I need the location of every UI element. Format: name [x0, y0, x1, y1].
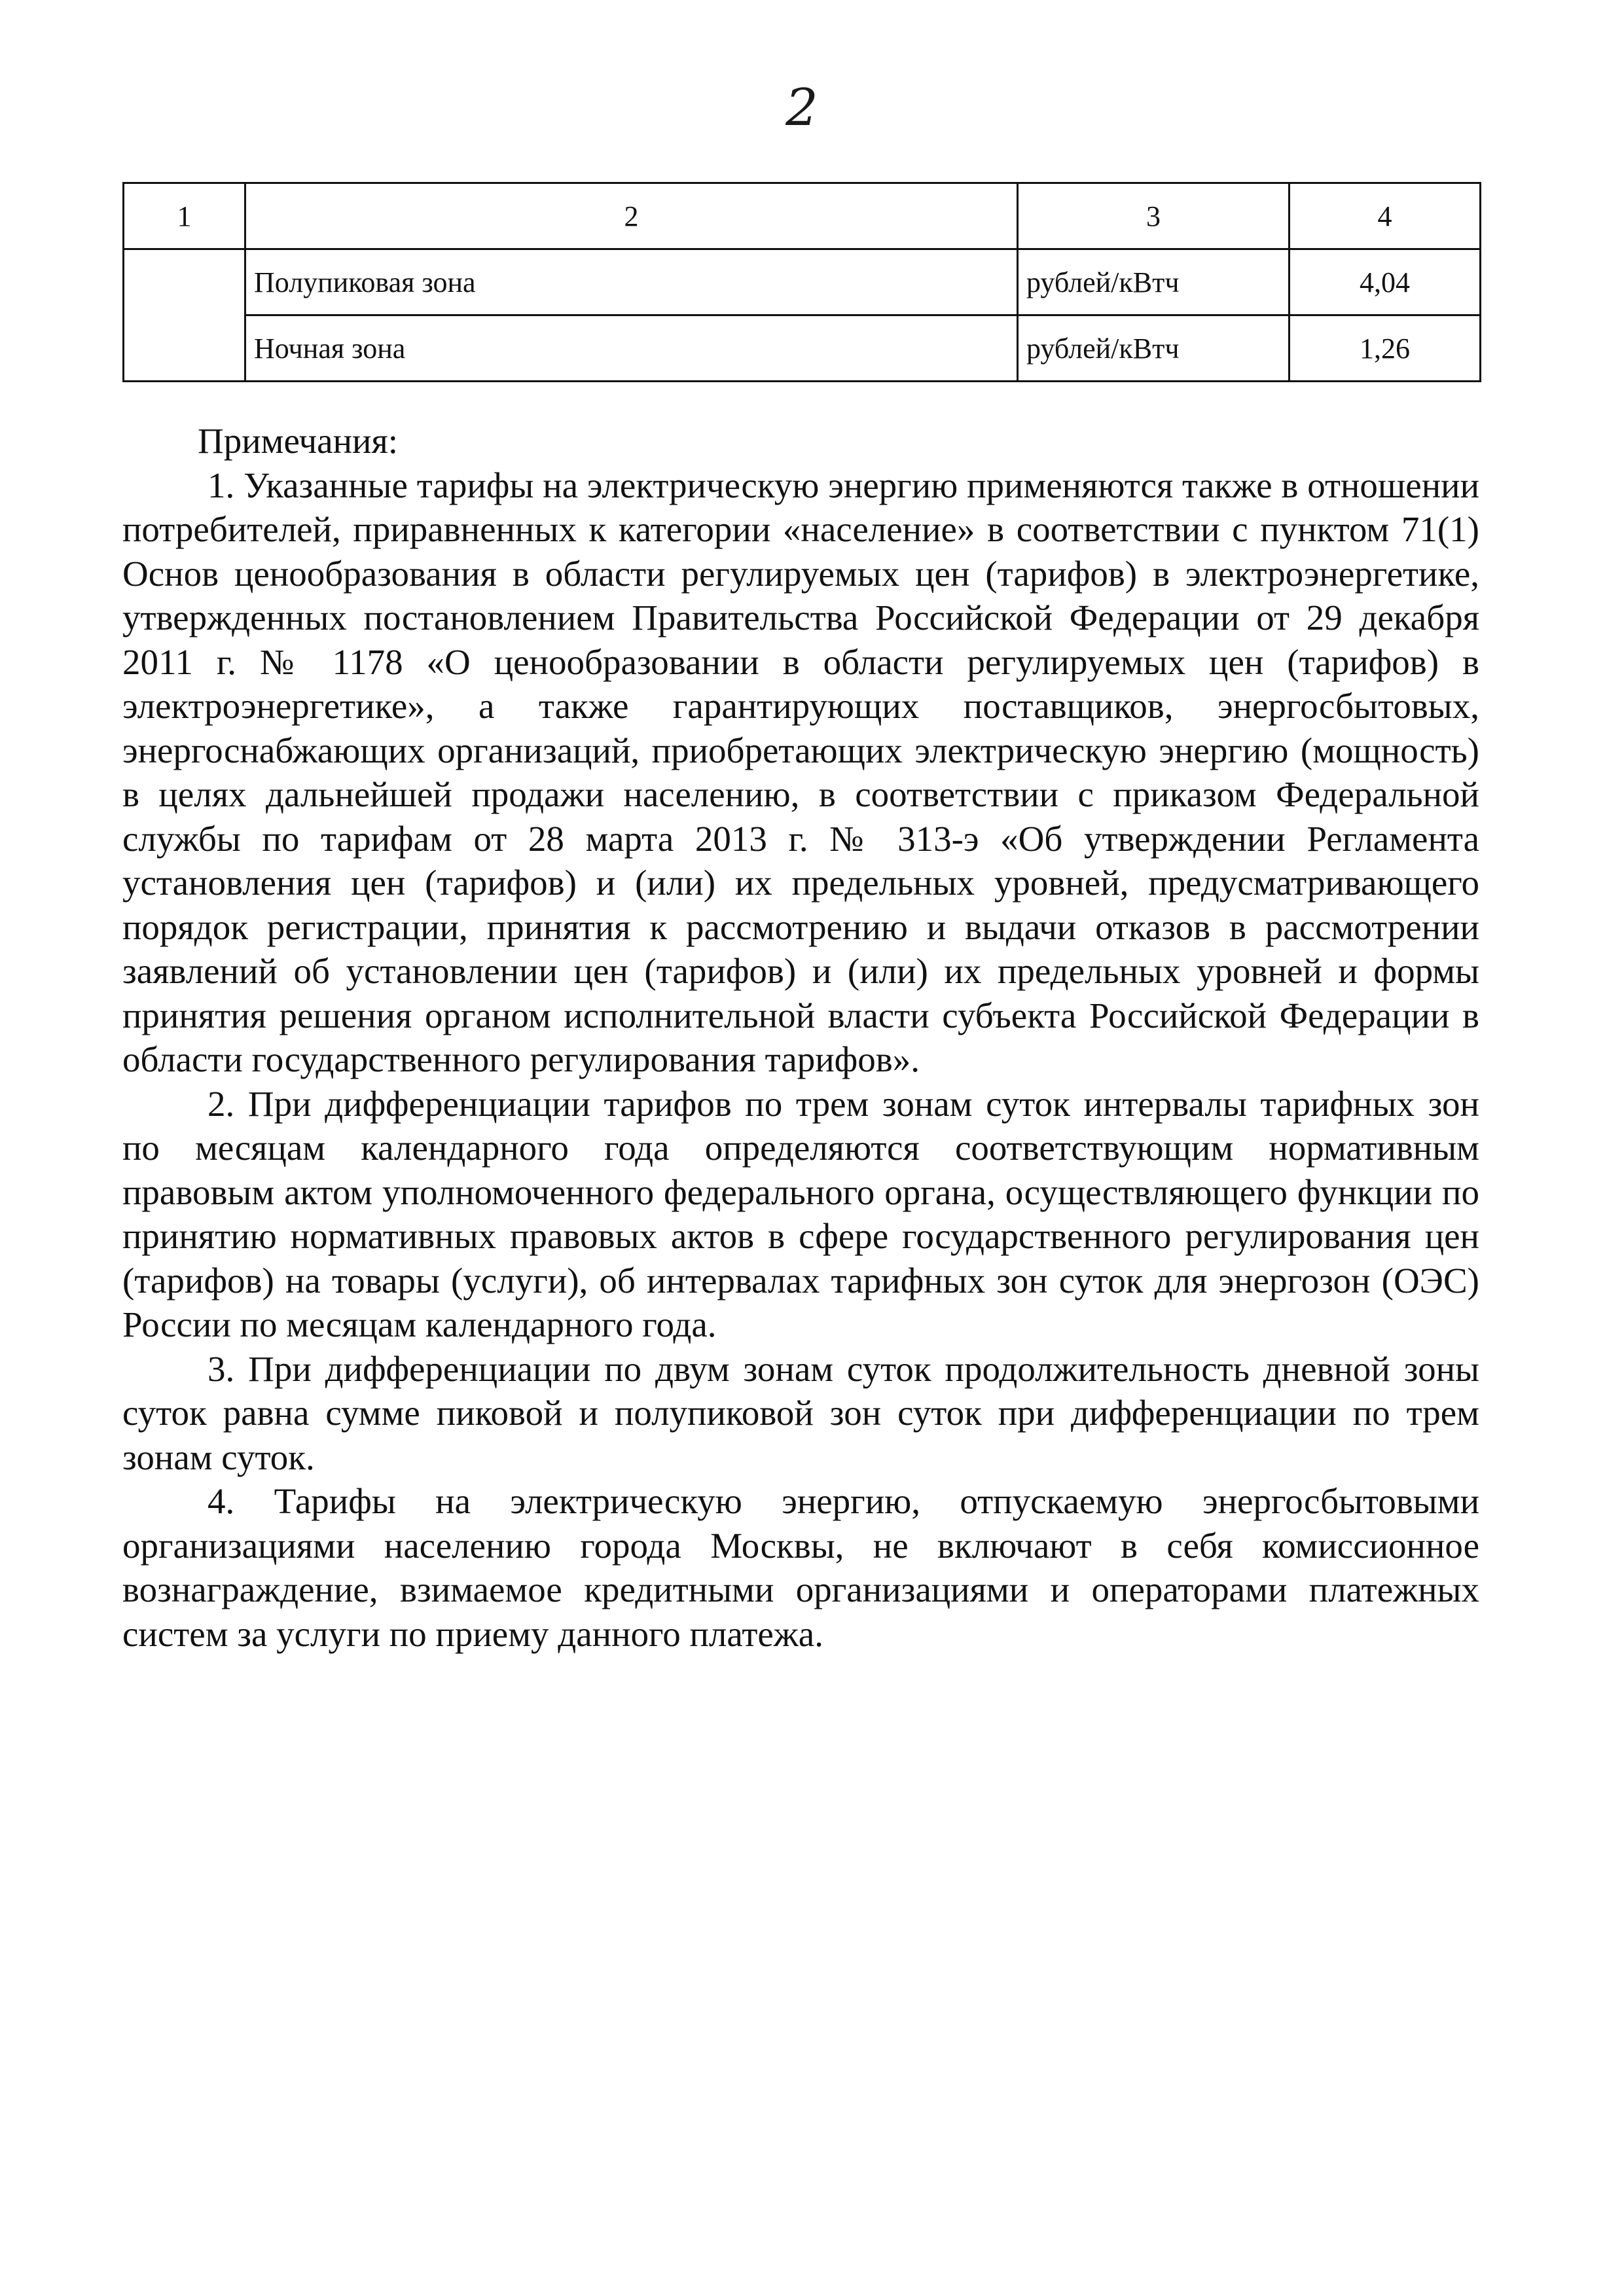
unit-cell: рублей/кВтч	[1018, 249, 1290, 315]
unit-cell: рублей/кВтч	[1018, 315, 1290, 382]
header-cell-1: 1	[124, 183, 245, 249]
zone-cell: Полупиковая зона	[245, 249, 1018, 315]
note-1: 1. Указанные тарифы на электрическую энергию применяются также в отношении потребителей, приравненных к категории «население» в соответствии с пунктом 71(1) Основ ценообразования в области регулируемых цен (тарифов) в электроэнергетике, утвержденных постановлением Правительства Российской Федерации от 29 декабря 2011 г. № 1178 «О ценообразовании в области регулируемых цен (тарифов) в электроэнергетике», а также гарантирующих поставщиков, энергосбытовых, энергоснабжающих организаций, приобретающих электрическую энергию (мощность) в целях дальнейшей продажи населению, в соответствии с приказом Федеральной службы по тарифам от 28 марта 2013 г. № 313-э «Об утверждении Регламента установления цен (тарифов) и (или) их предельных уровней, предусматривающего порядок регистрации, принятия к рассмотрению и выдачи отказов в рассмотрении заявлений об установлении цен (тарифов) и (или) их предельных уровней и формы принятия решения органом исполнительной власти субъекта Российской Федерации в области государственного регулирования тарифов».	[122, 465, 1479, 1079]
header-cell-4: 4	[1290, 183, 1481, 249]
value-cell: 1,26	[1290, 315, 1481, 382]
notes-title: Примечания:	[198, 421, 399, 461]
value-cell: 4,04	[1290, 249, 1481, 315]
page-number: 2	[785, 79, 818, 137]
header-cell-3: 3	[1018, 183, 1290, 249]
table-row	[124, 249, 1481, 315]
table-row	[124, 315, 1481, 382]
tariff-table	[122, 182, 1481, 382]
header-cell-2: 2	[245, 183, 1018, 249]
note-2: 2. При дифференциации тарифов по трем зонам суток интервалы тарифных зон по месяцам календарного года определяются соответствующим нормативным правовым актом уполномоченного федерального органа, осуществляющего функции по принятию нормативных правовых актов в сфере государственного регулирования цен (тарифов) на товары (услуги), об интервалах тарифных зон суток для энергозон (ОЭС) России по месяцам календарного года.	[122, 1083, 1479, 1344]
merged-empty-cell	[124, 249, 245, 382]
table-header-row	[124, 183, 1481, 249]
note-3: 3. При дифференциации по двум зонам суток продолжительность дневной зоны суток равна сумме пиковой и полупиковой зон суток при дифференциации по трем зонам суток.	[122, 1348, 1479, 1477]
notes-section	[122, 419, 1479, 1656]
zone-cell: Ночная зона	[245, 315, 1018, 382]
note-4: 4. Тарифы на электрическую энергию, отпускаемую энергосбытовыми организациями населению города Москвы, не включают в себя комиссионное вознаграждение, взимаемое кредитными организациями и операторами платежных систем за услуги по приему данного платежа.	[122, 1481, 1479, 1654]
